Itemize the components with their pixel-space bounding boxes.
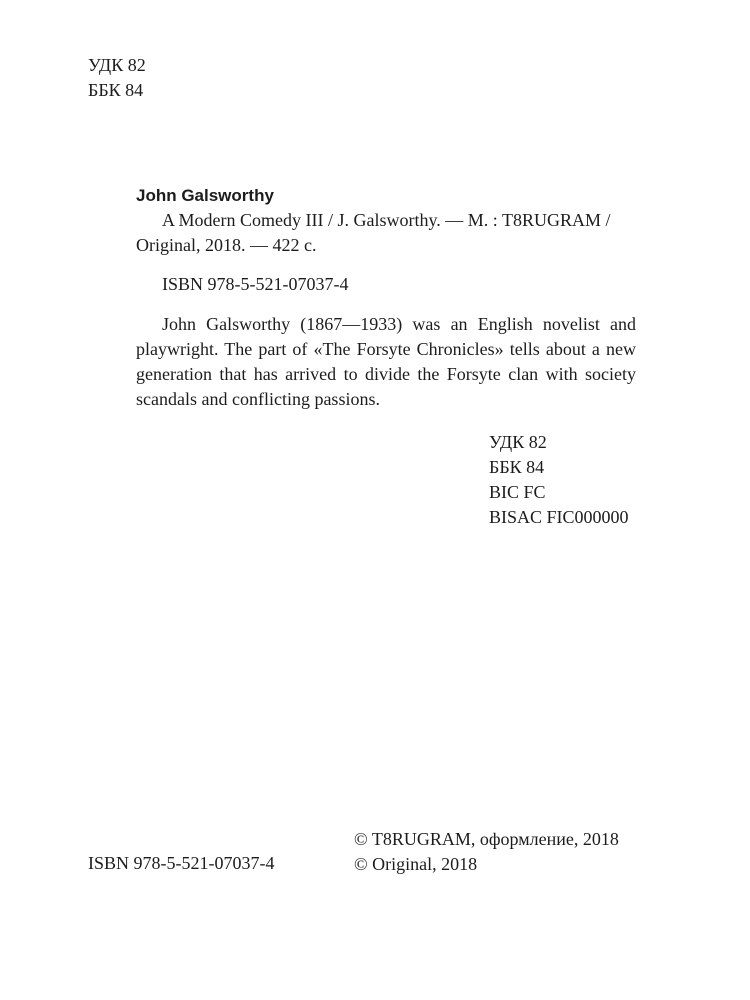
footer-isbn-number: ISBN 978-5-521-07037-4 xyxy=(88,853,275,873)
annotation-text: John Galsworthy (1867—1933) was an English novelist and playwright. The part of «The Forsyte Chronicles» tells about a new generation that has arrived to divide the Forsyte clan with society scandals and conflicting passions. xyxy=(136,314,636,409)
title-statement-line-1: A Modern Comedy III / J. Galsworthy. — M. : T8RUGRAM / xyxy=(162,210,611,230)
bisac-code: BISAC FIC000000 xyxy=(489,507,629,527)
top-bbk-code: ББК 84 xyxy=(88,80,144,100)
classification-codes xyxy=(489,430,629,530)
top-classification-codes xyxy=(88,53,146,103)
footer-isbn xyxy=(88,851,275,876)
bibliographic-record xyxy=(136,183,636,412)
author-name: John Galsworthy xyxy=(136,186,274,205)
copyright-original-notice: © Original, 2018 xyxy=(354,854,478,874)
title-statement-line-2: Original, 2018. — 422 c. xyxy=(136,235,317,255)
copyright-design-notice: © T8RUGRAM, оформление, 2018 xyxy=(354,829,619,849)
copyright-notices xyxy=(354,827,619,877)
udk-code: УДК 82 xyxy=(489,432,547,452)
isbn-number: ISBN 978-5-521-07037-4 xyxy=(162,274,349,294)
bic-code: BIC FC xyxy=(489,482,546,502)
bbk-code: ББК 84 xyxy=(489,457,545,477)
top-udk-code: УДК 82 xyxy=(88,55,146,75)
